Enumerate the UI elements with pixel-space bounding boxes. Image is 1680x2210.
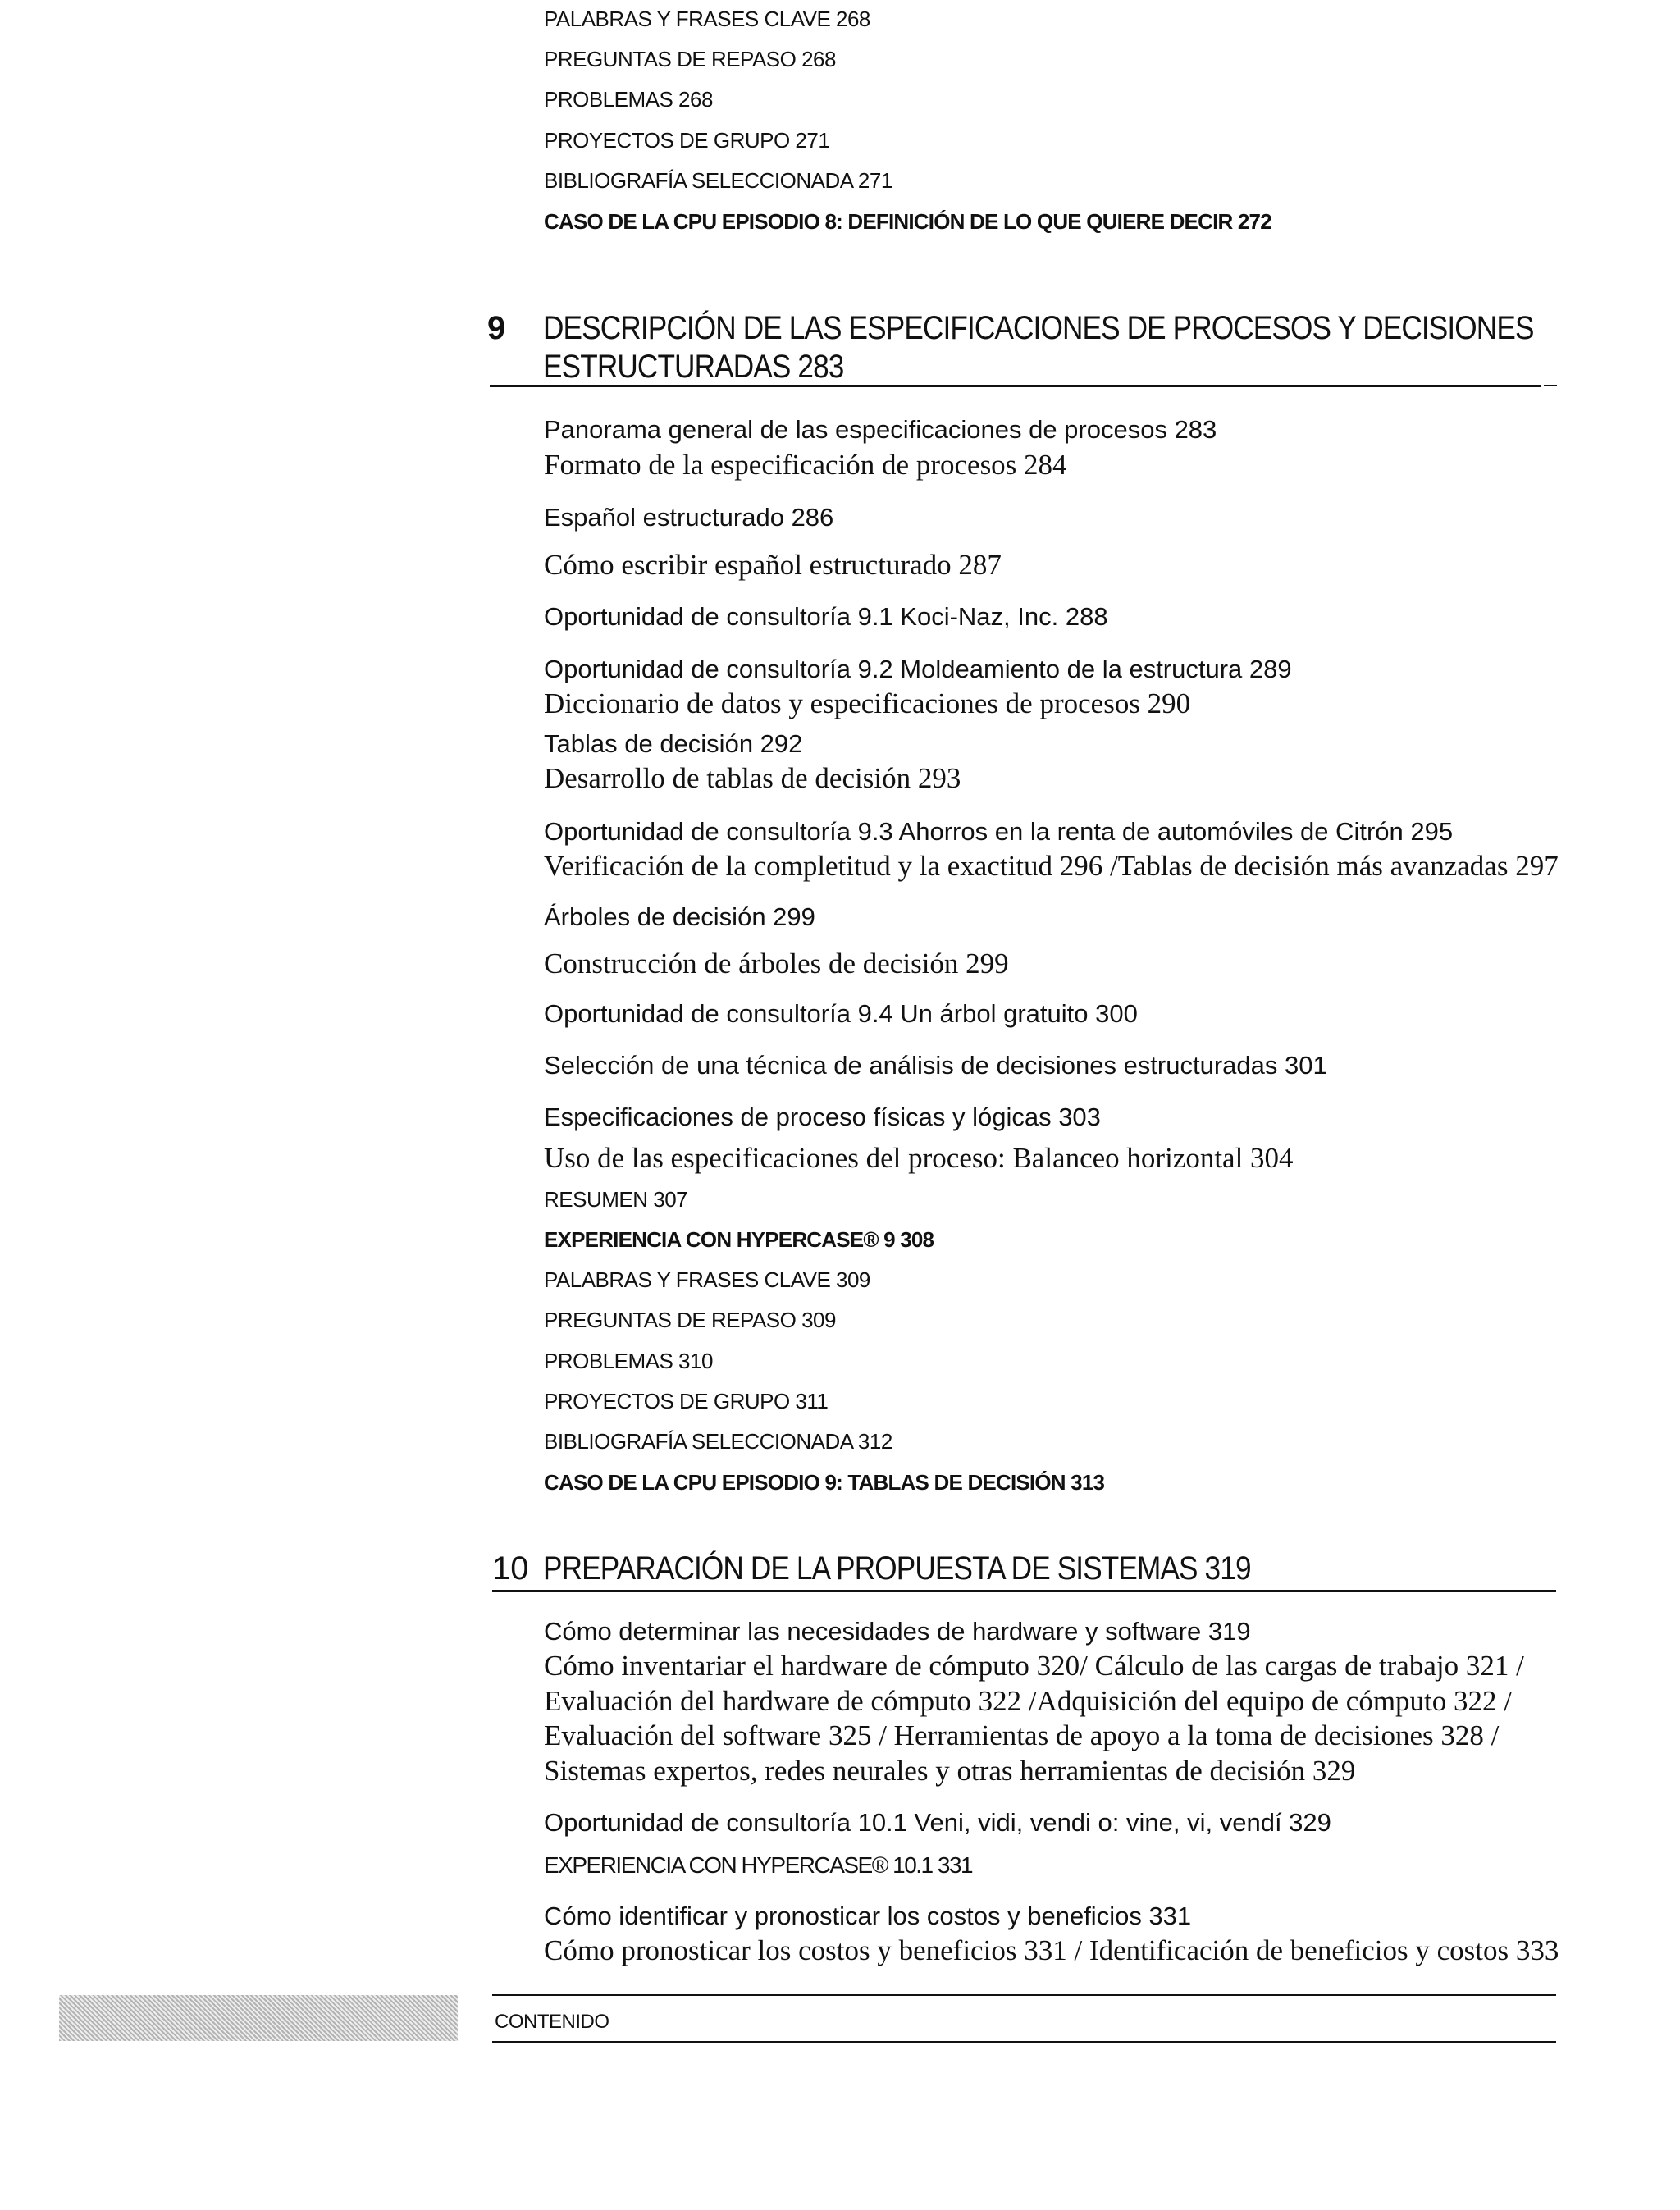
toc-entry: PREGUNTAS DE REPASO 309 <box>544 1308 836 1332</box>
toc-entry: Oportunidad de consultoría 9.2 Moldeamiento de la estructura 289 <box>544 655 1292 683</box>
chapter-title: DESCRIPCIÓN DE LAS ESPECIFICACIONES DE PROCESOS Y DECISIONES <box>543 310 1534 346</box>
toc-entry: Panorama general de las especificaciones de procesos 283 <box>544 415 1217 444</box>
toc-entry: Español estructurado 286 <box>544 503 834 532</box>
toc-subentry: Evaluación del software 325 / Herramientas de apoyo a la toma de decisiones 328 / <box>544 1719 1500 1751</box>
case-episode-entry: CASO DE LA CPU EPISODIO 9: TABLAS DE DECISIÓN 313 <box>544 1470 1105 1495</box>
footer-label: CONTENIDO <box>495 2011 609 2033</box>
toc-entry: Árboles de decisión 299 <box>544 902 815 931</box>
toc-entry: BIBLIOGRAFÍA SELECCIONADA 271 <box>544 168 892 193</box>
toc-entry: Especificaciones de proceso físicas y lógicas 303 <box>544 1103 1101 1131</box>
hypercase-entry: EXPERIENCIA CON HYPERCASE® 9 308 <box>544 1227 934 1252</box>
toc-entry: PROBLEMAS 310 <box>544 1349 713 1373</box>
toc-subentry: Evaluación del hardware de cómputo 322 /Adquisición del equipo de cómputo 322 / <box>544 1685 1512 1717</box>
footer-bottom-rule <box>492 2041 1556 2043</box>
toc-subentry: Verificación de la completitud y la exactitud 296 /Tablas de decisión más avanzadas 297 <box>544 850 1559 882</box>
toc-entry: Cómo determinar las necesidades de hardware y software 319 <box>544 1617 1251 1646</box>
footer-top-rule <box>492 1994 1556 1996</box>
toc-entry: PROYECTOS DE GRUPO 271 <box>544 128 830 153</box>
toc-subentry: Uso de las especificaciones del proceso: Balanceo horizontal 304 <box>544 1142 1294 1174</box>
toc-entry: PROYECTOS DE GRUPO 311 <box>544 1389 829 1413</box>
toc-entry: Oportunidad de consultoría 9.1 Koci-Naz, Inc. 288 <box>544 602 1108 631</box>
toc-entry: PROBLEMAS 268 <box>544 87 713 112</box>
toc-entry: PALABRAS Y FRASES CLAVE 268 <box>544 7 870 31</box>
chapter-rule <box>492 1590 1556 1592</box>
chapter-rule <box>490 385 1541 387</box>
chapter-number: 9 <box>487 310 506 346</box>
toc-subentry: Desarrollo de tablas de decisión 293 <box>544 762 961 794</box>
toc-entry: Oportunidad de consultoría 10.1 Veni, vidi, vendi o: vine, vi, vendí 329 <box>544 1808 1331 1837</box>
toc-subentry: Diccionario de datos y especificaciones de procesos 290 <box>544 687 1191 719</box>
footer-hatch-decoration <box>59 1995 458 2041</box>
toc-entry: Oportunidad de consultoría 9.4 Un árbol gratuito 300 <box>544 999 1138 1028</box>
chapter-number: 10 <box>492 1550 529 1587</box>
hypercase-entry: EXPERIENCIA CON HYPERCASE® 10.1 331 <box>544 1852 973 1878</box>
toc-entry: BIBLIOGRAFÍA SELECCIONADA 312 <box>544 1429 892 1454</box>
toc-entry: Oportunidad de consultoría 9.3 Ahorros en la renta de automóviles de Citrón 295 <box>544 817 1454 846</box>
toc-subentry: Cómo escribir español estructurado 287 <box>544 549 1002 581</box>
chapter-rule-end <box>1544 385 1557 386</box>
toc-entry: PALABRAS Y FRASES CLAVE 309 <box>544 1267 870 1292</box>
toc-subentry: Cómo pronosticar los costos y beneficios 331 / Identificación de beneficios y costos 333 <box>544 1934 1559 1966</box>
toc-entry: RESUMEN 307 <box>544 1187 688 1212</box>
toc-entry: PREGUNTAS DE REPASO 268 <box>544 47 836 71</box>
toc-subentry: Formato de la especificación de procesos 284 <box>544 449 1067 481</box>
chapter-title: ESTRUCTURADAS 283 <box>543 349 844 385</box>
toc-subentry: Construcción de árboles de decisión 299 <box>544 947 1009 979</box>
case-episode-entry: CASO DE LA CPU EPISODIO 8: DEFINICIÓN DE LO QUE QUIERE DECIR 272 <box>544 209 1271 234</box>
toc-subentry: Cómo inventariar el hardware de cómputo 320/ Cálculo de las cargas de trabajo 321 / <box>544 1650 1524 1682</box>
toc-entry: Selección de una técnica de análisis de decisiones estructuradas 301 <box>544 1051 1327 1080</box>
toc-entry: Tablas de decisión 292 <box>544 729 803 758</box>
toc-subentry: Sistemas expertos, redes neurales y otras herramientas de decisión 329 <box>544 1755 1356 1787</box>
toc-entry: Cómo identificar y pronosticar los costos y beneficios 331 <box>544 1902 1192 1930</box>
chapter-title: PREPARACIÓN DE LA PROPUESTA DE SISTEMAS 319 <box>543 1550 1251 1587</box>
